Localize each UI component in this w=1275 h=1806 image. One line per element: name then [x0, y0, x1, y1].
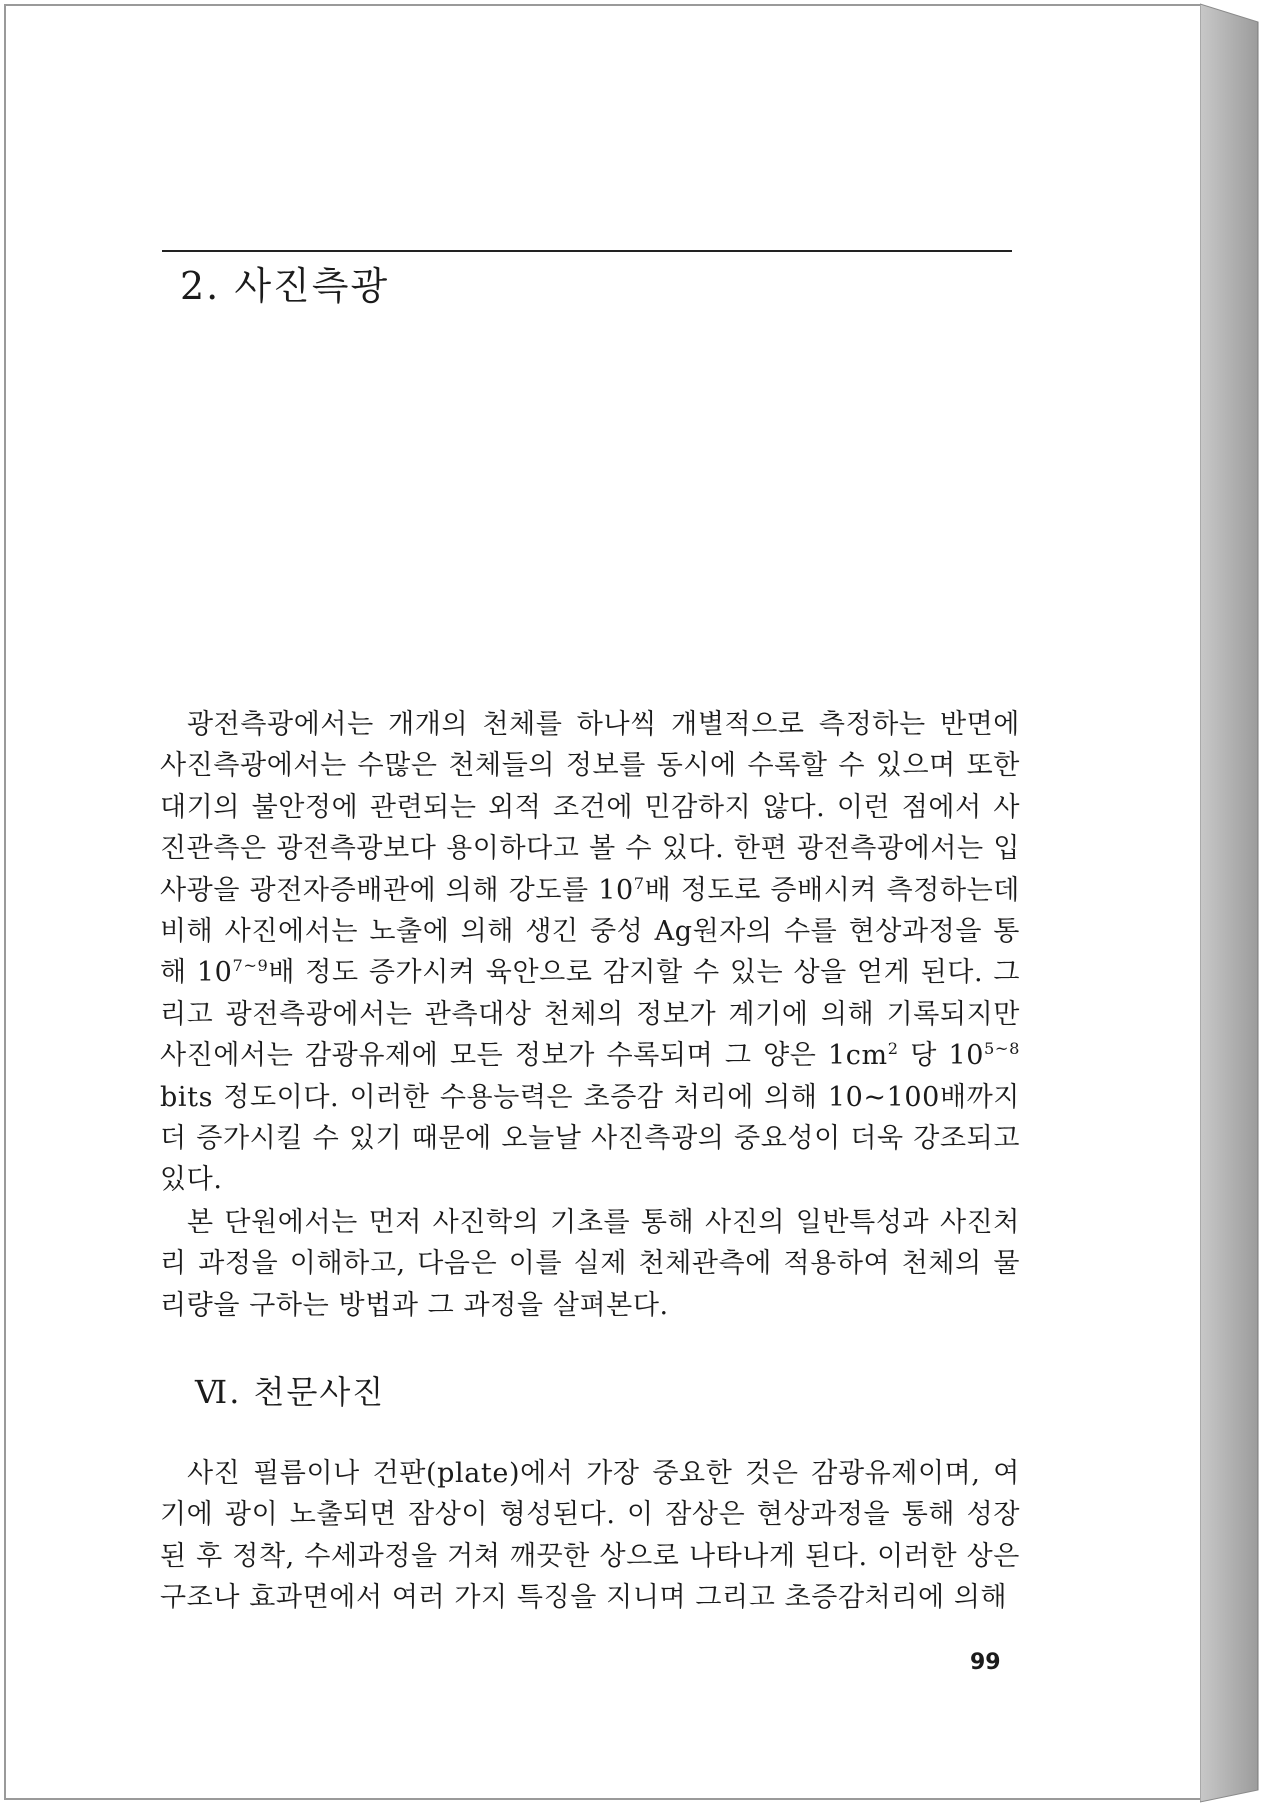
- body-paragraph-3: 사진 필름이나 건판(plate)에서 가장 중요한 것은 감광유제이며, 여기에 광이 노출되면 잠상이 형성된다. 이 잠상은 현상과정을 통해 성장된 후 정착, 수세과정을 거쳐 깨끗한 상으로 나타나게 된다. 이러한 상은 구조나 효과면에서 여러 가지 특징을 지니며 그리고 초증감처리에 의해: [160, 1458, 1020, 1614]
- book-edge-shadow: [1200, 0, 1275, 1806]
- chapter-title: 2. 사진측광: [180, 264, 390, 308]
- superscript: 2: [887, 1039, 899, 1059]
- superscript: 7: [633, 873, 645, 893]
- text-segment: 광전측광에서는 개개의 천체를 하나씩 개별적으로 측정하는 반면에 사진측광에서는 수많은 천체들의 정보를 동시에 수록할 수 있으며 또한 대기의 불안정에 관련되는 외적 조건에 민감하지 않다. 이런 점에서 사진관측은 광전측광보다 용이하다고 볼 수 있다. 한편 광전측광에서는 입사광을 광전자증배관에 의해 강도를 10: [160, 709, 1020, 906]
- text-segment: 배 정도 증가시켜 육안으로 감지할 수 있는 상을 얻게 된다. 그리고 광전측광에서는 관측대상 천체의 정보가 계기에 의해 기록되지만 사진에서는 감광유제에 모든 정보가 수록되며 그 양은 1cm: [160, 957, 1021, 1072]
- text-segment: 배 정도로 증배시켜 측정하는데 비해 사진에서는 노출에 의해 생긴 중성 Ag원자의 수를 현상과정을 통해 10: [160, 874, 1020, 989]
- body-paragraph-2: 본 단원에서는 먼저 사진학의 기초를 통해 사진의 일반특성과 사진처리 과정을 이해하고, 다음은 이를 실제 천체관측에 적용하여 천체의 물리량을 구하는 방법과 그 과정을 살펴본다.: [160, 1207, 1020, 1321]
- text-segment: 당 10: [898, 1040, 985, 1072]
- text-segment: bits 정도이다. 이러한 수용능력은 초증감 처리에 의해 10~100배까지 더 증가시킬 수 있기 때문에 오늘날 사진측광의 중요성이 더욱 강조되고 있다.: [160, 1081, 1020, 1196]
- header-rule: [162, 250, 1012, 252]
- page-number: 99: [970, 1650, 1001, 1675]
- superscript: 7~9: [232, 956, 269, 976]
- section-heading: Ⅵ. 천문사진: [195, 1373, 386, 1411]
- body-paragraph-1: [160, 704, 1020, 1201]
- superscript: 5~8: [984, 1039, 1020, 1059]
